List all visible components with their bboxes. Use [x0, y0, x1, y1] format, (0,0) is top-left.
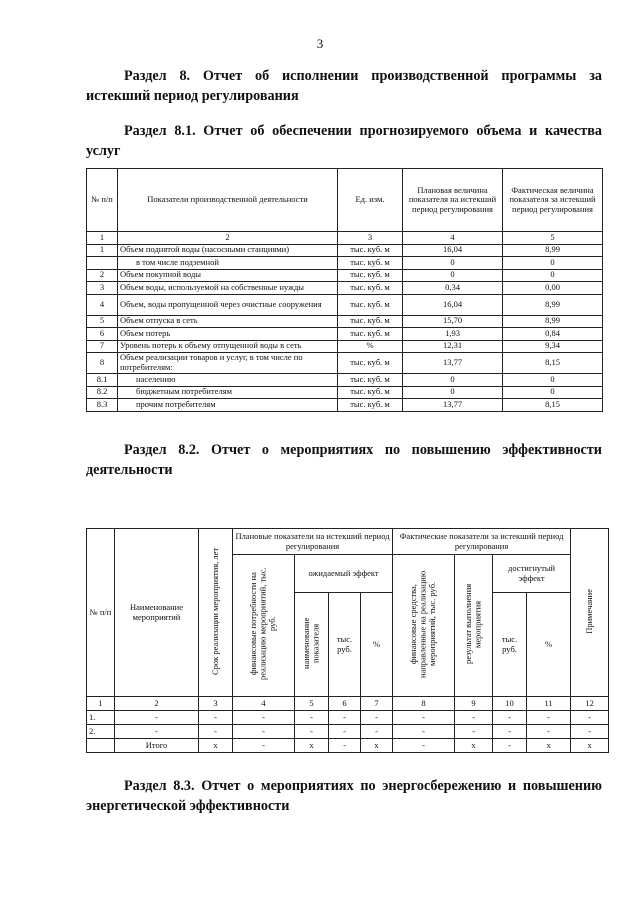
cell-fact: 0,00	[503, 282, 603, 295]
header-ind-name-text: наименование показателя	[300, 617, 321, 669]
header-rub-fact: тыс. руб.	[493, 593, 527, 697]
cell-n: 8.3	[87, 399, 118, 412]
efficiency-measures-table	[86, 528, 609, 753]
cell: -	[493, 725, 527, 739]
cell: -	[295, 711, 329, 725]
col-number: 5	[503, 232, 603, 245]
header-name: Наименование мероприятий	[115, 529, 199, 697]
cell: -	[295, 725, 329, 739]
cell-name: Объем отпуска в сеть	[118, 315, 338, 328]
cell-unit: тыс. куб. м	[338, 257, 403, 270]
header-fact: Фактическая величина показателя за истекший период регулирования	[503, 169, 603, 232]
cell-fact: 8,15	[503, 399, 603, 412]
cell-unit: тыс. куб. м	[338, 294, 403, 315]
numbering-row	[87, 697, 609, 711]
cell: -	[455, 711, 493, 725]
header-note	[571, 529, 609, 697]
header-fact-fin-text: финансовые средства, направленные на реализацию мероприятий, тыс. руб.	[408, 570, 438, 678]
col-number: 9	[455, 697, 493, 711]
header-num: № п/п	[87, 529, 115, 697]
header-achieved: достигнутый эффект	[493, 555, 571, 593]
table-header-row	[87, 529, 609, 555]
section-8-1-title: Раздел 8.1. Отчет об обеспечении прогнозируемого объема и качества услуг	[86, 123, 602, 159]
production-indicators-table	[86, 168, 603, 412]
cell-unit: тыс. куб. м	[338, 386, 403, 399]
col-number: 7	[361, 697, 393, 711]
cell-n: 3	[87, 282, 118, 295]
table-row	[87, 739, 609, 753]
col-number: 1	[87, 697, 115, 711]
header-term-text: Срок реализации мероприятия, лет	[209, 547, 220, 675]
table-row	[87, 269, 603, 282]
cell-fact: 8,99	[503, 244, 603, 257]
cell: х	[455, 739, 493, 753]
col-number: 11	[527, 697, 571, 711]
cell-plan: 13,77	[403, 399, 503, 412]
page-number: 3	[316, 36, 324, 51]
cell-plan: 0	[403, 374, 503, 387]
header-plan-fin-text: финансовые потребности на реализацию мероприятий, тыс. руб.	[248, 567, 278, 681]
table-row	[87, 725, 609, 739]
header-result	[455, 555, 493, 697]
header-plan-group: Плановые показатели на истекший период регулирования	[233, 529, 393, 555]
cell-unit: тыс. куб. м	[338, 269, 403, 282]
header-indicator: Показатели производственной деятельности	[118, 169, 338, 232]
cell: -	[329, 739, 361, 753]
table-row	[87, 244, 603, 257]
cell-plan: 0	[403, 257, 503, 270]
cell: -	[571, 711, 609, 725]
header-rub: тыс. руб.	[329, 593, 361, 697]
col-number: 3	[199, 697, 233, 711]
cell-fact: 0	[503, 257, 603, 270]
cell-name: Объем поднятой воды (насосными станциями)	[118, 244, 338, 257]
cell-name: бюджетным потребителям	[118, 386, 338, 399]
header-plan: Плановая величина показателя на истекший период регулирования	[403, 169, 503, 232]
cell-n: 6	[87, 328, 118, 341]
col-number: 5	[295, 697, 329, 711]
cell-name: Уровень потерь к объему отпущенной воды в сеть	[118, 340, 338, 353]
cell: х	[199, 739, 233, 753]
cell-unit: тыс. куб. м	[338, 244, 403, 257]
cell-fact: 8,99	[503, 315, 603, 328]
cell-n: 1	[87, 244, 118, 257]
cell-n: 4	[87, 294, 118, 315]
cell-plan: 1,93	[403, 328, 503, 341]
cell: х	[295, 739, 329, 753]
cell-fact: 8,99	[503, 294, 603, 315]
cell-unit: тыс. куб. м	[338, 328, 403, 341]
cell: -	[455, 725, 493, 739]
header-pct-fact: %	[527, 593, 571, 697]
cell-unit: тыс. куб. м	[338, 353, 403, 374]
cell: -	[493, 711, 527, 725]
header-fact-group: Фактические показатели за истекший период регулирования	[393, 529, 571, 555]
section-8-title: Раздел 8. Отчет об исполнении производственной программы за истекший период регулирования	[86, 68, 602, 104]
cell: -	[571, 725, 609, 739]
cell-name: в том числе подземной	[118, 257, 338, 270]
cell-name: населению	[118, 374, 338, 387]
header-fact-fin	[393, 555, 455, 697]
cell-unit: тыс. куб. м	[338, 315, 403, 328]
cell: -	[527, 725, 571, 739]
cell: -	[115, 725, 199, 739]
cell-plan: 16,04	[403, 294, 503, 315]
cell: -	[361, 711, 393, 725]
col-number: 2	[115, 697, 199, 711]
cell: -	[199, 711, 233, 725]
cell-fact: 0	[503, 374, 603, 387]
header-num: № п/п	[87, 169, 118, 232]
cell-name: Объем воды, используемой на собственные нужды	[118, 282, 338, 295]
table-row	[87, 374, 603, 387]
cell-plan: 15,70	[403, 315, 503, 328]
cell-unit: тыс. куб. м	[338, 399, 403, 412]
table-row	[87, 386, 603, 399]
section-8-3-title: Раздел 8.3. Отчет о мероприятиях по энергосбережению и повышению энергетической эффективности	[86, 778, 602, 814]
cell-name: прочим потребителям	[118, 399, 338, 412]
header-term	[199, 529, 233, 697]
cell-plan: 13,77	[403, 353, 503, 374]
header-expected: ожидаемый эффект	[295, 555, 393, 593]
table-row	[87, 399, 603, 412]
cell-plan: 0,34	[403, 282, 503, 295]
col-number: 4	[403, 232, 503, 245]
table-header-row	[87, 169, 603, 232]
cell-fact: 0,84	[503, 328, 603, 341]
cell-plan: 0	[403, 269, 503, 282]
col-number: 1	[87, 232, 118, 245]
header-ind-name	[295, 593, 329, 697]
table-row	[87, 340, 603, 353]
cell-unit: тыс. куб. м	[338, 374, 403, 387]
cell: -	[329, 711, 361, 725]
header-pct: %	[361, 593, 393, 697]
cell-fact: 8,15	[503, 353, 603, 374]
cell: -	[115, 711, 199, 725]
cell-n: 8.1	[87, 374, 118, 387]
header-note-text: Примечание	[583, 588, 594, 634]
cell-fact: 0	[503, 386, 603, 399]
table-row	[87, 353, 603, 374]
cell: -	[527, 711, 571, 725]
cell-plan: 16,04	[403, 244, 503, 257]
cell: х	[361, 739, 393, 753]
cell: х	[571, 739, 609, 753]
cell: -	[393, 725, 455, 739]
col-number: 12	[571, 697, 609, 711]
cell: -	[393, 739, 455, 753]
numbering-row	[87, 232, 603, 245]
cell: -	[329, 725, 361, 739]
cell-unit: %	[338, 340, 403, 353]
cell-n: 8	[87, 353, 118, 374]
cell: -	[233, 739, 295, 753]
cell: -	[361, 725, 393, 739]
col-number: 3	[338, 232, 403, 245]
cell: Итого	[115, 739, 199, 753]
cell-name: Объем потерь	[118, 328, 338, 341]
col-number: 6	[329, 697, 361, 711]
table-row	[87, 282, 603, 295]
cell-name: Объем, воды пропущенной через очистные сооружения	[118, 294, 338, 315]
cell: -	[233, 725, 295, 739]
table-row	[87, 294, 603, 315]
cell-fact: 9,34	[503, 340, 603, 353]
cell: -	[233, 711, 295, 725]
header-result-text: результат выполнения мероприятия	[462, 584, 483, 665]
table-row	[87, 711, 609, 725]
cell-n	[87, 257, 118, 270]
table-row	[87, 315, 603, 328]
table-row	[87, 257, 603, 270]
col-number: 8	[393, 697, 455, 711]
col-number: 4	[233, 697, 295, 711]
cell-name: Объем реализации товаров и услуг, в том числе по потребителям:	[118, 353, 338, 374]
cell: 1.	[87, 711, 115, 725]
section-8-2-title: Раздел 8.2. Отчет о мероприятиях по повышению эффективности деятельности	[86, 442, 602, 478]
cell: 2.	[87, 725, 115, 739]
header-unit: Ед. изм.	[338, 169, 403, 232]
cell-name: Объем покупной воды	[118, 269, 338, 282]
cell-n: 2	[87, 269, 118, 282]
header-plan-fin	[233, 555, 295, 697]
cell-fact: 0	[503, 269, 603, 282]
cell: -	[493, 739, 527, 753]
cell: х	[527, 739, 571, 753]
cell	[87, 739, 115, 753]
col-number: 10	[493, 697, 527, 711]
cell-plan: 12,31	[403, 340, 503, 353]
cell: -	[199, 725, 233, 739]
col-number: 2	[118, 232, 338, 245]
cell: -	[393, 711, 455, 725]
cell-plan: 0	[403, 386, 503, 399]
cell-n: 7	[87, 340, 118, 353]
cell-n: 8.2	[87, 386, 118, 399]
table-row	[87, 328, 603, 341]
cell-n: 5	[87, 315, 118, 328]
cell-unit: тыс. куб. м	[338, 282, 403, 295]
